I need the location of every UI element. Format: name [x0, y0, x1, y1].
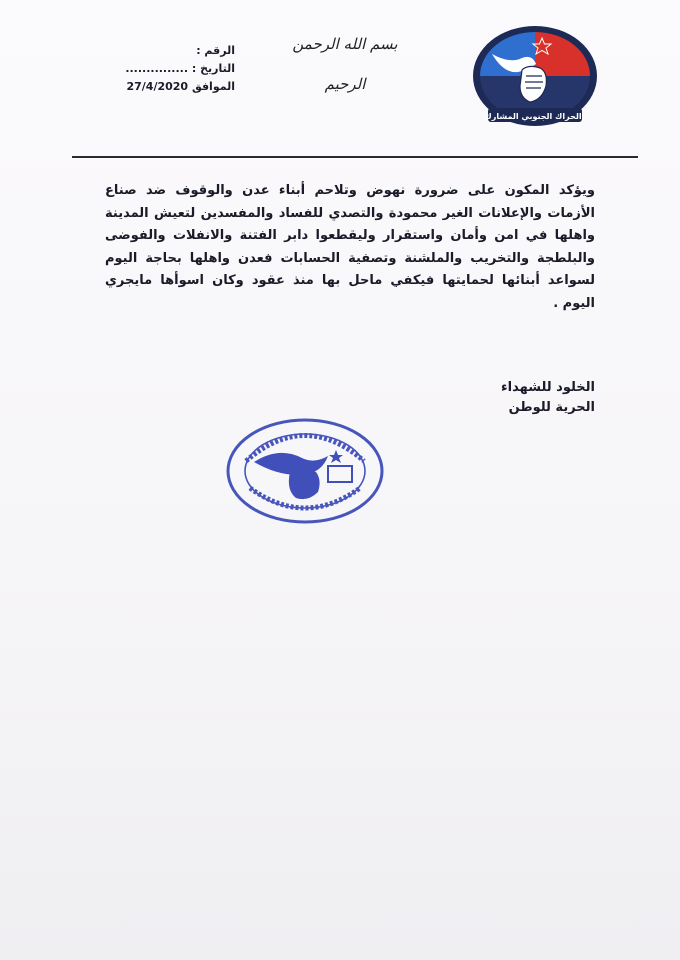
stamp-flag [328, 466, 352, 482]
logo-caption: الحراك الجنوبي المشارك [484, 112, 582, 121]
closing-block [420, 378, 595, 418]
stamp-fist-icon [289, 469, 320, 499]
date-label: التاريخ : [191, 62, 235, 75]
closing-line-freedom: الحرية للوطن [508, 400, 595, 415]
number-label: الرقم : [196, 44, 235, 57]
reference-block [95, 42, 235, 96]
stamp-star-icon [329, 450, 343, 463]
header-divider [72, 156, 638, 158]
corresponding-label: الموافق [191, 80, 235, 93]
official-stamp [224, 416, 386, 526]
letter-paragraph: ويؤكد المكون على ضرورة نهوض وتلاحم أبناء عدن والوقوف ضد صناع الأزمات والإعلانات الغير محمودة والتصدي للفساد والمفسدين لتعيش المدينة واهلها في امن وأمان واستقرار وليقطعوا دابر الفتنة والانفلات والفوضى والبلطجة والتخريب والملشنة وتصفية الحسابات فعدن واهلها بحاجة اليوم لسواعد أبنائها لحمايتها فيكفي ماحل بها منذ عقود وكان اسوأها مايجري اليوم . [105, 183, 595, 311]
number-field [95, 42, 235, 60]
stamp-dove-icon [254, 453, 328, 475]
logo-red-segment [535, 32, 590, 76]
basmala-calligraphy: بسم الله الرحمن الرحيم [292, 35, 398, 93]
corresponding-date: 27/4/2020 [126, 80, 189, 93]
date-field [95, 60, 235, 78]
closing-line-martyrs: الخلود للشهداء [501, 380, 595, 395]
corresponding-date-field [95, 78, 235, 96]
date-dots: ............... [125, 62, 189, 75]
